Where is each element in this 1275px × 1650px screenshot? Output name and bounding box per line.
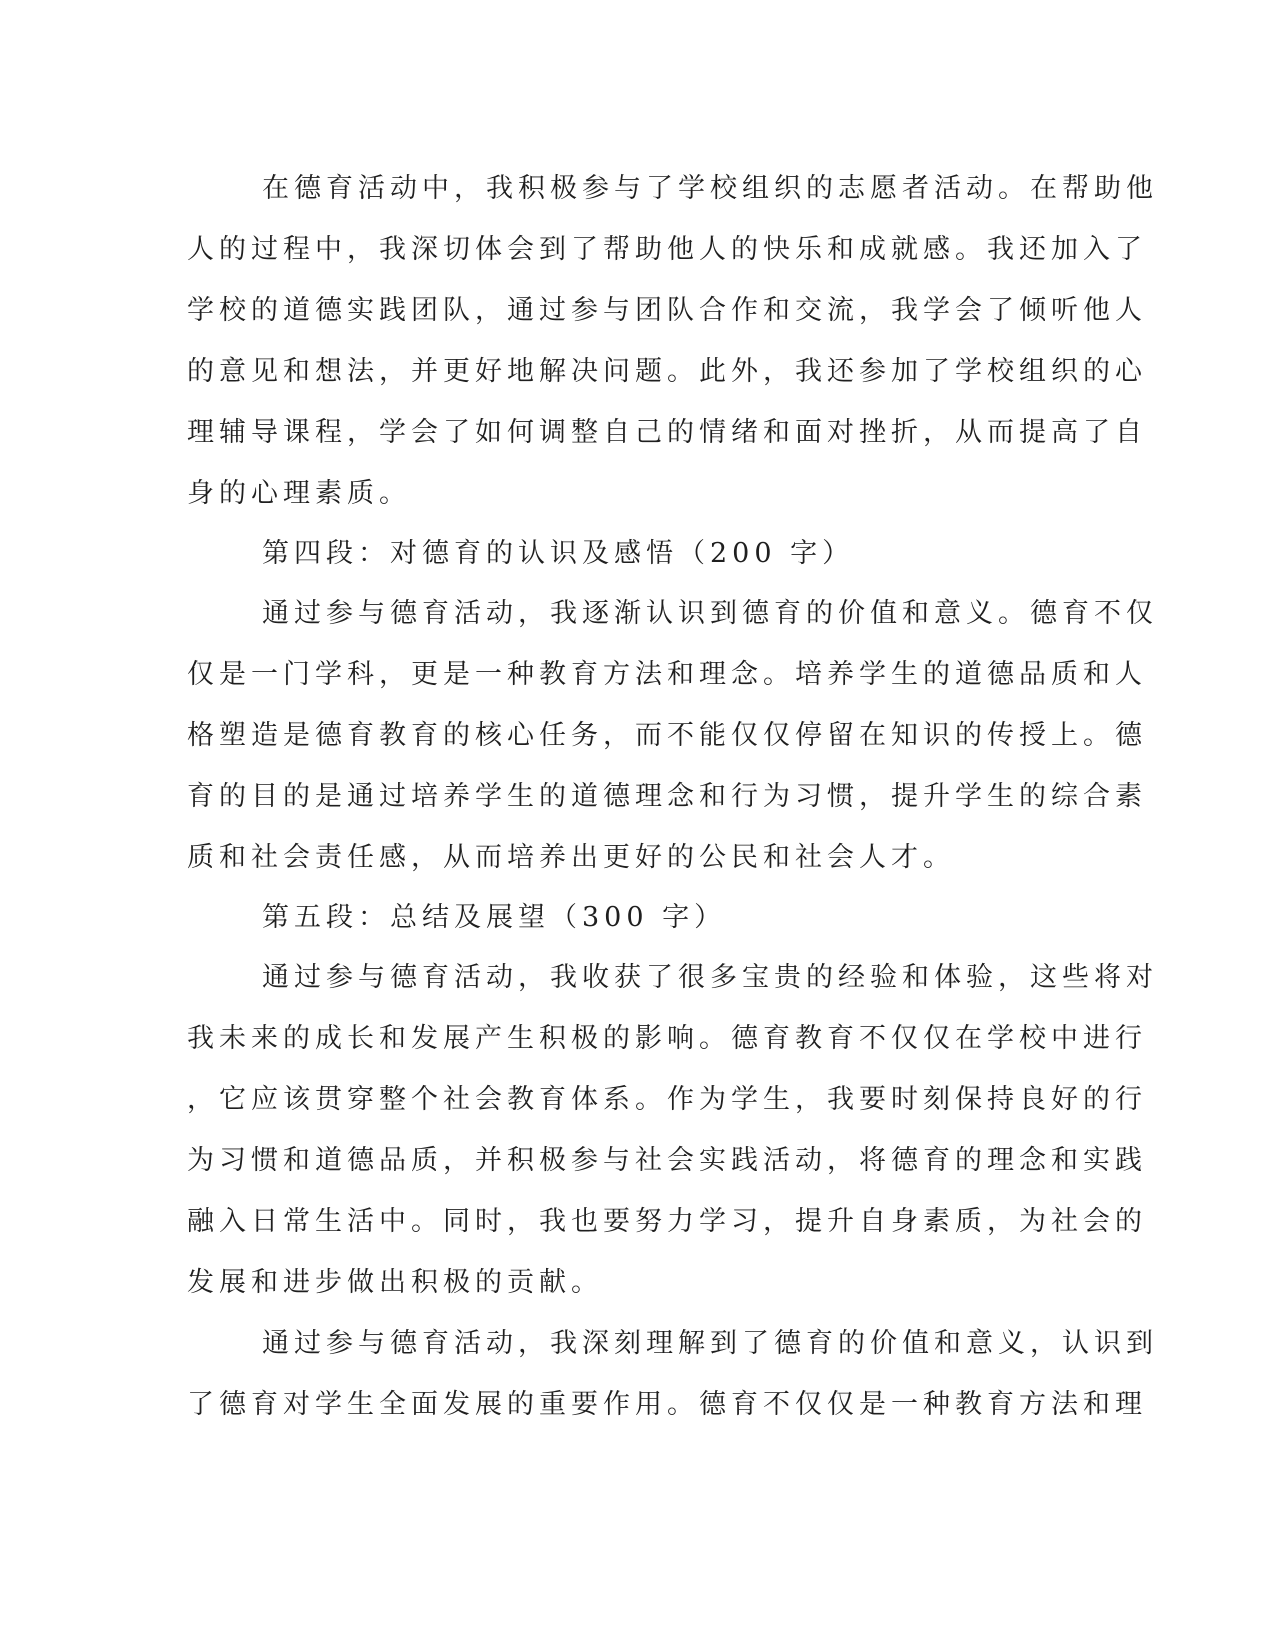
text-line: 通过参与德育活动，我收获了很多宝贵的经验和体验，这些将对 xyxy=(262,962,1158,993)
section-heading: 第四段：对德育的认识及感悟（200 字） xyxy=(262,538,855,569)
text-line: 育的目的是通过培养学生的道德理念和行为习惯，提升学生的综合素 xyxy=(187,781,1147,812)
text-line: 质和社会责任感，从而培养出更好的公民和社会人才。 xyxy=(187,842,955,873)
text-line: 在德育活动中，我积极参与了学校组织的志愿者活动。在帮助他 xyxy=(262,173,1158,204)
text-line: ，它应该贯穿整个社会教育体系。作为学生，我要时刻保持良好的行 xyxy=(187,1084,1147,1115)
text-line: 通过参与德育活动，我深刻理解到了德育的价值和意义，认识到 xyxy=(262,1328,1158,1359)
text-line: 人的过程中，我深切体会到了帮助他人的快乐和成就感。我还加入了 xyxy=(187,234,1147,265)
text-line: 的意见和想法，并更好地解决问题。此外，我还参加了学校组织的心 xyxy=(187,356,1147,387)
text-line: 发展和进步做出积极的贡献。 xyxy=(187,1267,603,1298)
text-line: 理辅导课程，学会了如何调整自己的情绪和面对挫折，从而提高了自 xyxy=(187,417,1147,448)
document-body xyxy=(187,158,1158,1435)
text-line: 仅是一门学科，更是一种教育方法和理念。培养学生的道德品质和人 xyxy=(187,659,1147,690)
text-line: 学校的道德实践团队，通过参与团队合作和交流，我学会了倾听他人 xyxy=(187,295,1147,326)
text-line: 融入日常生活中。同时，我也要努力学习，提升自身素质，为社会的 xyxy=(187,1206,1147,1237)
section-heading: 第五段：总结及展望（300 字） xyxy=(262,902,727,933)
text-line: 通过参与德育活动，我逐渐认识到德育的价值和意义。德育不仅 xyxy=(262,598,1158,629)
text-line: 了德育对学生全面发展的重要作用。德育不仅仅是一种教育方法和理 xyxy=(187,1389,1147,1420)
text-line: 格塑造是德育教育的核心任务，而不能仅仅停留在知识的传授上。德 xyxy=(187,720,1147,751)
text-line: 为习惯和道德品质，并积极参与社会实践活动，将德育的理念和实践 xyxy=(187,1145,1147,1176)
text-line: 我未来的成长和发展产生积极的影响。德育教育不仅仅在学校中进行 xyxy=(187,1023,1147,1054)
text-line: 身的心理素质。 xyxy=(187,478,411,509)
